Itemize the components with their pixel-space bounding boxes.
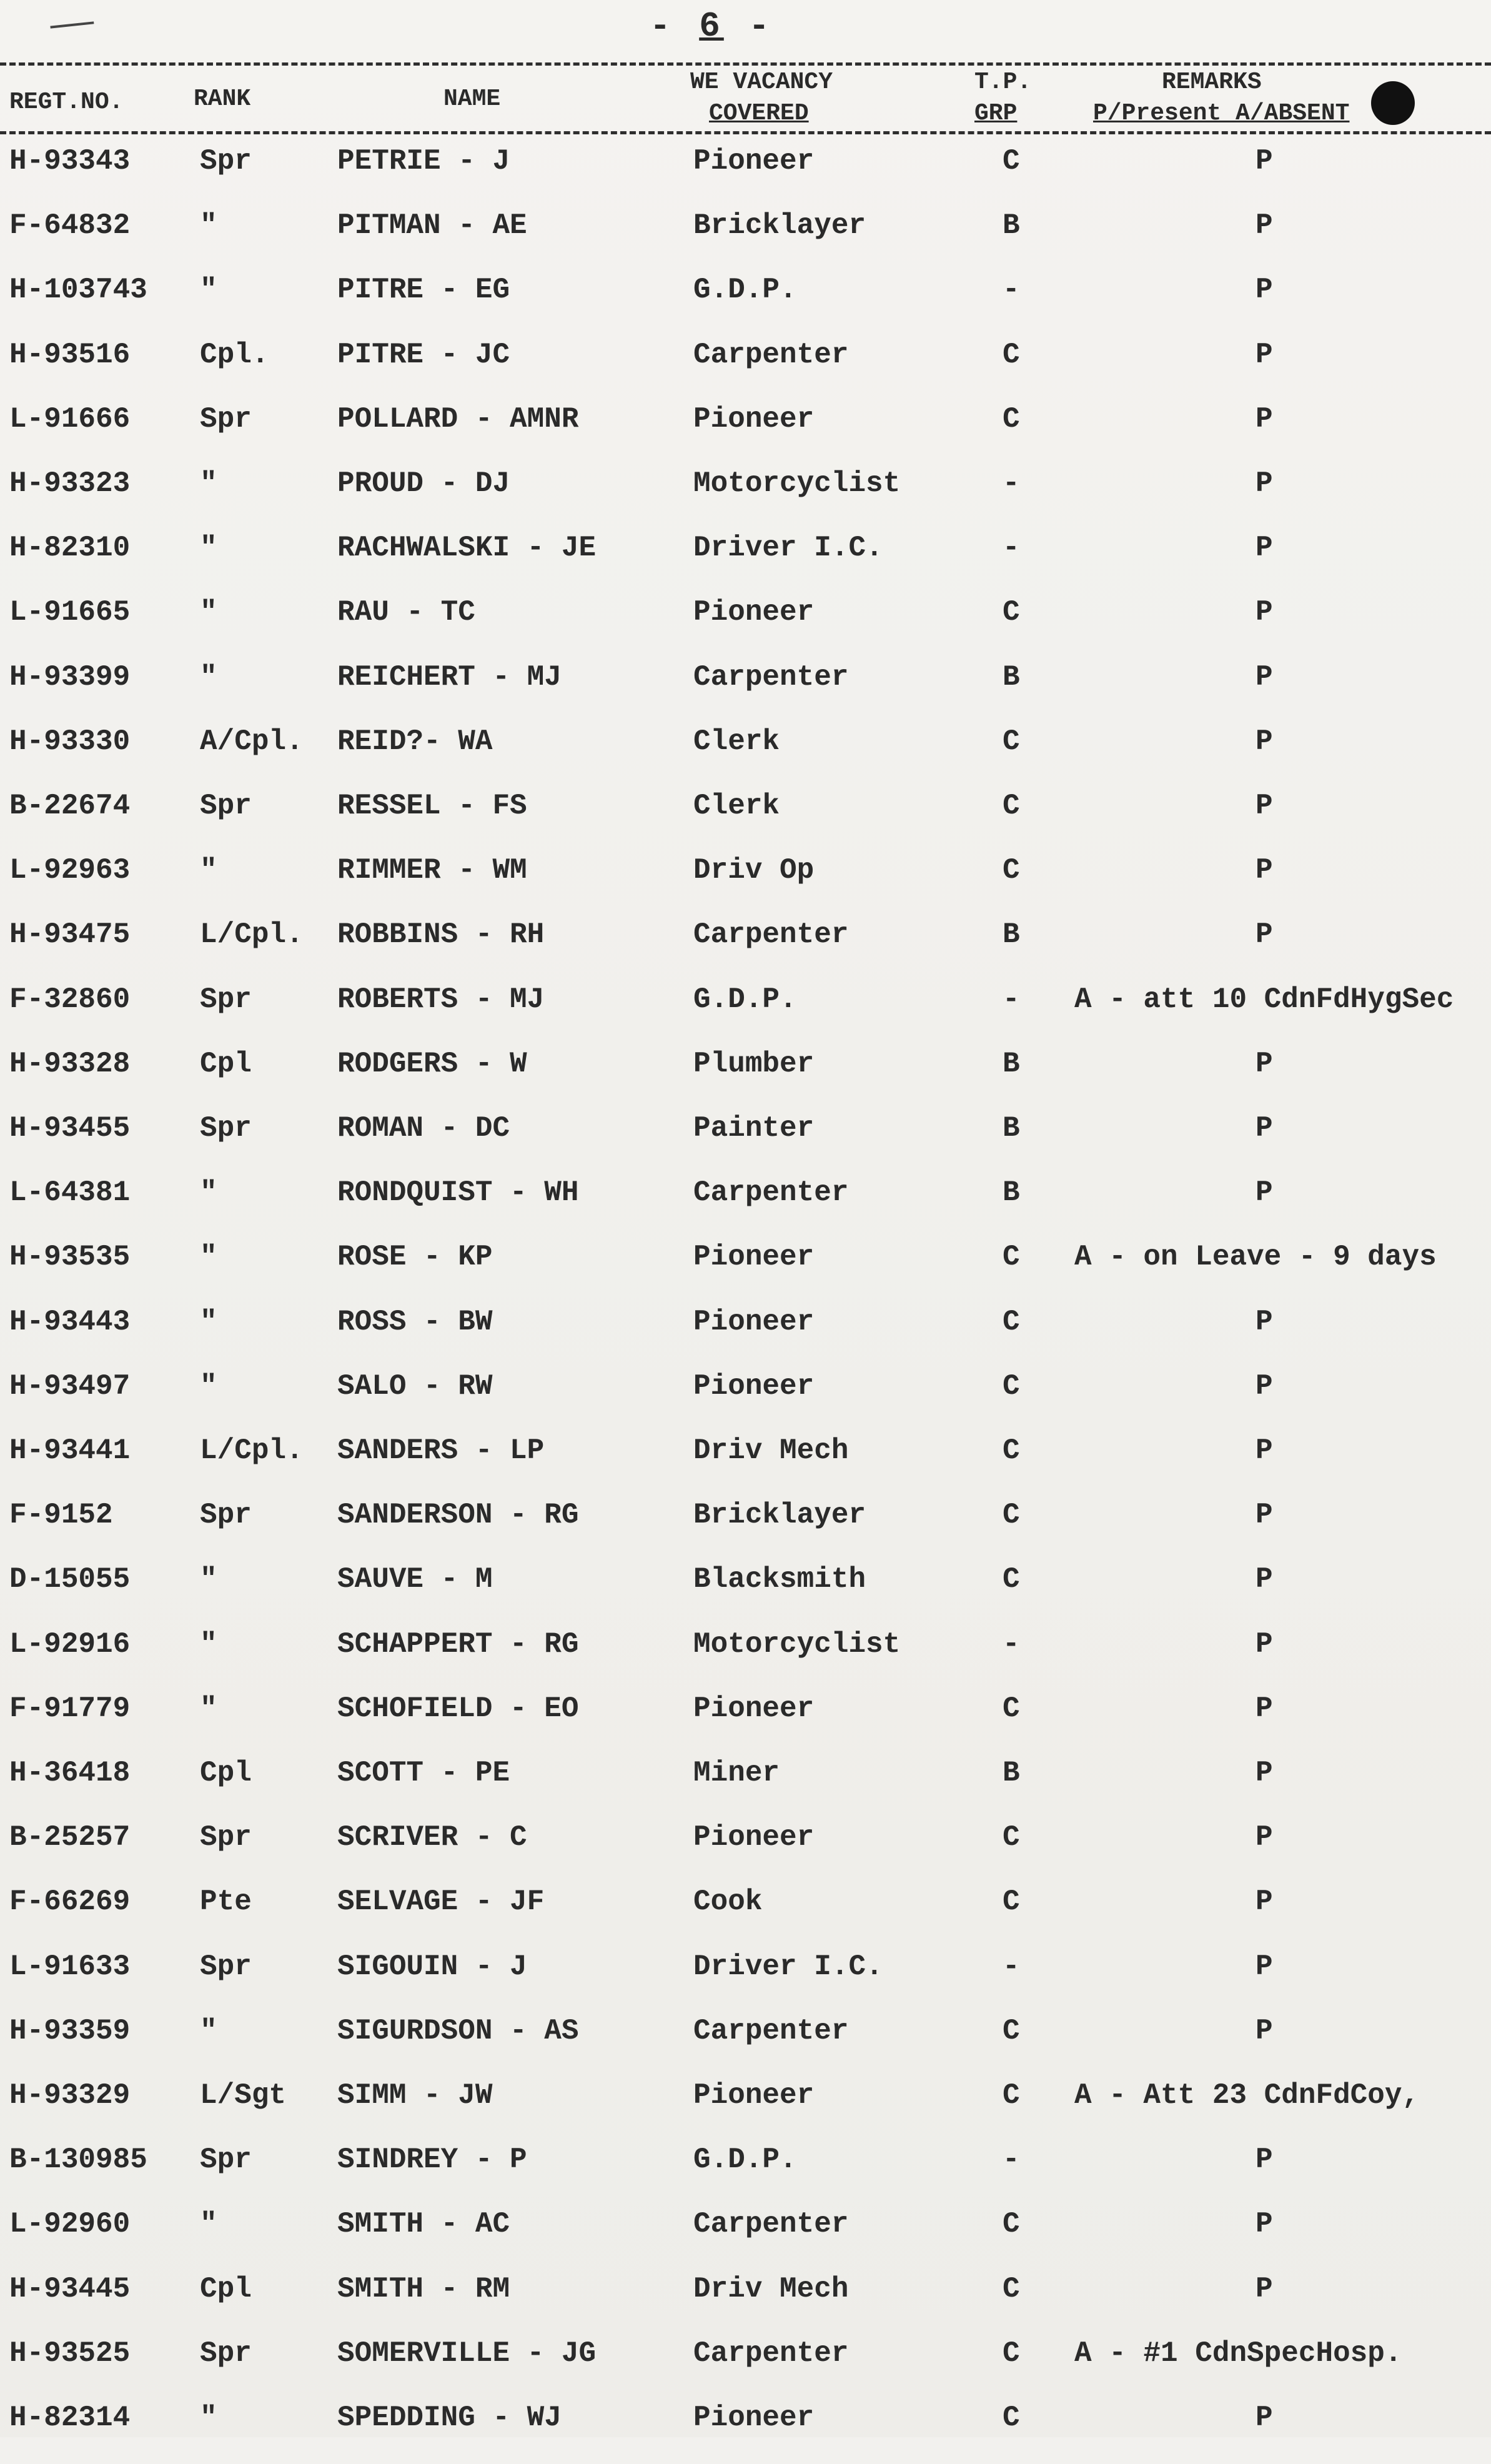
name-cell: SCOTT - PE [337, 1757, 510, 1789]
regt-no-cell: H-103743 [9, 274, 147, 307]
tp-group-cell: - [1003, 2144, 1020, 2177]
rank-cell: Cpl [200, 2272, 252, 2305]
vacancy-cell: Carpenter [693, 2014, 849, 2047]
remarks-cell: P [1256, 918, 1273, 951]
tp-group-cell: C [1003, 402, 1020, 435]
rank-cell: Spr [200, 2337, 252, 2370]
table-row [0, 2205, 1491, 2270]
vacancy-cell: G.D.P. [693, 274, 797, 307]
regt-no-cell: B-25257 [9, 1821, 131, 1854]
table-row [0, 142, 1491, 207]
rank-cell: Spr [200, 790, 252, 822]
name-cell: SIGURDSON - AS [337, 2014, 579, 2047]
tp-group-cell: C [1003, 145, 1020, 177]
table-row [0, 1754, 1491, 1819]
regt-no-cell: H-36418 [9, 1757, 131, 1789]
rank-cell: " [200, 1627, 217, 1661]
name-cell: ROBERTS - MJ [337, 983, 545, 1016]
regt-no-cell: H-93497 [9, 1369, 131, 1403]
table-row [0, 916, 1491, 981]
vacancy-cell: Pioneer [693, 145, 815, 177]
remarks-cell: P [1256, 1757, 1273, 1789]
regt-no-cell: F-32860 [9, 983, 131, 1016]
vacancy-cell: Pioneer [693, 1821, 815, 1854]
tp-group-cell: B [1003, 1176, 1020, 1210]
remarks-cell: A - att 10 CdnFdHygSec [1074, 983, 1454, 1016]
name-cell: SPEDDING - WJ [337, 2402, 562, 2434]
rank-cell: " [200, 660, 217, 693]
tp-group-cell: - [1003, 532, 1020, 565]
tp-group-cell: C [1003, 1563, 1020, 1596]
name-cell: SOMERVILLE - JG [337, 2337, 597, 2370]
table-row [0, 594, 1491, 658]
regt-no-cell: H-93525 [9, 2337, 131, 2370]
table-row [0, 2141, 1491, 2206]
tp-group-cell: C [1003, 2272, 1020, 2305]
vacancy-cell: Carpenter [693, 338, 849, 371]
remarks-cell: P [1256, 1176, 1273, 1210]
rank-cell: L/Sgt [200, 2079, 287, 2112]
remarks-cell: A - on Leave - 9 days [1074, 1241, 1437, 1274]
rank-cell: Spr [200, 1112, 252, 1145]
vacancy-cell: Pioneer [693, 1305, 815, 1338]
remarks-cell: P [1256, 1434, 1273, 1467]
rank-cell: " [200, 274, 217, 307]
table-row [0, 1110, 1491, 1175]
remarks-cell: P [1256, 1369, 1273, 1403]
vacancy-cell: Driv Mech [693, 2272, 849, 2305]
tp-group-cell: C [1003, 2208, 1020, 2241]
tp-group-cell: C [1003, 1499, 1020, 1532]
header-vacancy-line1: WE VACANCY [690, 69, 833, 96]
name-cell: REID?- WA [337, 725, 493, 758]
regt-no-cell: H-93329 [9, 2079, 131, 2112]
regt-no-cell: H-93516 [9, 338, 131, 371]
remarks-cell: P [1256, 145, 1273, 177]
rank-cell: " [200, 1241, 217, 1274]
vacancy-cell: Carpenter [693, 660, 849, 693]
rank-cell: " [200, 596, 217, 629]
regt-no-cell: L-91665 [9, 596, 131, 629]
rank-cell: " [200, 2208, 217, 2241]
header-remarks-line1: REMARKS [1162, 69, 1262, 96]
remarks-cell: P [1256, 1047, 1273, 1080]
header-vacancy-line2: COVERED [709, 100, 809, 127]
header-name: NAME [443, 86, 501, 112]
regt-no-cell: H-93445 [9, 2272, 131, 2305]
vacancy-cell: Driv Mech [693, 1434, 849, 1467]
remarks-cell: P [1256, 209, 1273, 242]
table-row [0, 1238, 1491, 1303]
tp-group-cell: C [1003, 1821, 1020, 1854]
regt-no-cell: D-15055 [9, 1563, 131, 1596]
remarks-cell: P [1256, 2014, 1273, 2047]
table-row [0, 787, 1491, 852]
name-cell: SCHAPPERT - RG [337, 1627, 579, 1661]
table-row [0, 2012, 1491, 2077]
rank-cell: " [200, 2014, 217, 2047]
page-number-value: 6 [699, 6, 724, 46]
rank-cell: " [200, 467, 217, 500]
name-cell: SINDREY - P [337, 2144, 527, 2177]
regt-no-cell: H-93475 [9, 918, 131, 951]
vacancy-cell: Miner [693, 1757, 780, 1789]
tp-group-cell: C [1003, 1241, 1020, 1274]
regt-no-cell: B-130985 [9, 2144, 147, 2177]
header-top-rule [0, 62, 1491, 66]
remarks-cell: P [1256, 2402, 1273, 2434]
rank-cell: " [200, 209, 217, 242]
tp-group-cell: C [1003, 1305, 1020, 1338]
regt-no-cell: L-92963 [9, 854, 131, 887]
remarks-cell: P [1256, 1885, 1273, 1919]
tp-group-cell: C [1003, 2079, 1020, 2112]
remarks-cell: P [1256, 274, 1273, 307]
tp-group-cell: - [1003, 1950, 1020, 1983]
name-cell: PITRE - EG [337, 274, 510, 307]
header-tp-line2: GRP [974, 100, 1018, 127]
name-cell: RODGERS - W [337, 1047, 527, 1080]
name-cell: ROMAN - DC [337, 1112, 510, 1145]
regt-no-cell: L-91666 [9, 402, 131, 435]
remarks-cell: P [1256, 1305, 1273, 1338]
tp-group-cell: - [1003, 274, 1020, 307]
tp-group-cell: C [1003, 1369, 1020, 1403]
tp-group-cell: - [1003, 983, 1020, 1016]
regt-no-cell: H-93323 [9, 467, 131, 500]
rank-cell: Spr [200, 1821, 252, 1854]
name-cell: PITRE - JC [337, 338, 510, 371]
table-row [0, 658, 1491, 723]
rank-cell: Cpl [200, 1047, 252, 1080]
remarks-cell: P [1256, 1627, 1273, 1661]
name-cell: RESSEL - FS [337, 790, 527, 822]
table-row [0, 2077, 1491, 2142]
vacancy-cell: Driv Op [693, 854, 815, 887]
table-row [0, 271, 1491, 336]
vacancy-cell: Blacksmith [693, 1563, 866, 1596]
vacancy-cell: Painter [693, 1112, 815, 1145]
table-row [0, 1819, 1491, 1884]
rank-cell: Spr [200, 145, 252, 177]
remarks-cell: P [1256, 1563, 1273, 1596]
vacancy-cell: Carpenter [693, 918, 849, 951]
table-row [0, 1045, 1491, 1110]
vacancy-cell: Clerk [693, 725, 780, 758]
table-row [0, 1368, 1491, 1433]
remarks-cell: A - Att 23 CdnFdCoy, [1074, 2079, 1420, 2112]
table-row [0, 2399, 1491, 2464]
regt-no-cell: H-93399 [9, 660, 131, 693]
regt-no-cell: H-82314 [9, 2402, 131, 2434]
remarks-cell: P [1256, 402, 1273, 435]
remarks-cell: P [1256, 2208, 1273, 2241]
remarks-cell: P [1256, 1499, 1273, 1532]
tp-group-cell: C [1003, 1692, 1020, 1725]
regt-no-cell: F-91779 [9, 1692, 131, 1725]
remarks-cell: P [1256, 2144, 1273, 2177]
regt-no-cell: H-93535 [9, 1241, 131, 1274]
name-cell: SMITH - AC [337, 2208, 510, 2241]
vacancy-cell: Motorcyclist [693, 1627, 901, 1661]
regt-no-cell: H-93328 [9, 1047, 131, 1080]
regt-no-cell: F-64832 [9, 209, 131, 242]
vacancy-cell: Bricklayer [693, 209, 866, 242]
name-cell: ROSS - BW [337, 1305, 493, 1338]
table-row [0, 1626, 1491, 1691]
header-bottom-rule [0, 131, 1491, 134]
name-cell: SANDERS - LP [337, 1434, 545, 1467]
tp-group-cell: C [1003, 1434, 1020, 1467]
header-remarks-line2: P/Present A/ABSENT [1093, 100, 1350, 127]
table-row [0, 1561, 1491, 1626]
regt-no-cell: L-92916 [9, 1627, 131, 1661]
name-cell: REICHERT - MJ [337, 660, 562, 693]
regt-no-cell: H-82310 [9, 532, 131, 565]
tp-group-cell: B [1003, 209, 1020, 242]
table-row [0, 1496, 1491, 1561]
page-number: - 6 - [650, 6, 774, 46]
name-cell: SANDERSON - RG [337, 1499, 579, 1532]
vacancy-cell: Motorcyclist [693, 467, 901, 500]
rank-cell: " [200, 1176, 217, 1210]
name-cell: RONDQUIST - WH [337, 1176, 579, 1210]
remarks-cell: A - #1 CdnSpecHosp. [1074, 2337, 1402, 2370]
name-cell: SELVAGE - JF [337, 1885, 545, 1919]
vacancy-cell: Carpenter [693, 2208, 849, 2241]
table-row [0, 1883, 1491, 1948]
remarks-cell: P [1256, 1112, 1273, 1145]
rank-cell: L/Cpl. [200, 1434, 304, 1467]
regt-no-cell: H-93455 [9, 1112, 131, 1145]
remarks-cell: P [1256, 596, 1273, 629]
header-tp-line1: T.P. [974, 69, 1032, 96]
tp-group-cell: C [1003, 854, 1020, 887]
vacancy-cell: Carpenter [693, 1176, 849, 1210]
table-row [0, 2335, 1491, 2400]
rank-cell: Pte [200, 1885, 252, 1919]
header-rank: RANK [194, 86, 251, 112]
vacancy-cell: Driver I.C. [693, 1950, 883, 1983]
table-row [0, 852, 1491, 917]
table-row [0, 529, 1491, 594]
remarks-cell: P [1256, 1821, 1273, 1854]
remarks-cell: P [1256, 2272, 1273, 2305]
corner-pen-mark [50, 16, 94, 28]
rank-cell: Spr [200, 983, 252, 1016]
regt-no-cell: L-92960 [9, 2208, 131, 2241]
vacancy-cell: G.D.P. [693, 2144, 797, 2177]
table-row [0, 1948, 1491, 2013]
rank-cell: L/Cpl. [200, 918, 304, 951]
rank-cell: " [200, 532, 217, 565]
vacancy-cell: G.D.P. [693, 983, 797, 1016]
vacancy-cell: Bricklayer [693, 1499, 866, 1532]
name-cell: ROSE - KP [337, 1241, 493, 1274]
tp-group-cell: - [1003, 467, 1020, 500]
tp-group-cell: C [1003, 2337, 1020, 2370]
remarks-cell: P [1256, 660, 1273, 693]
tp-group-cell: B [1003, 1112, 1020, 1145]
regt-no-cell: L-64381 [9, 1176, 131, 1210]
rank-cell: " [200, 1305, 217, 1338]
table-row [0, 2270, 1491, 2335]
rank-cell: " [200, 1563, 217, 1596]
name-cell: SCRIVER - C [337, 1821, 527, 1854]
vacancy-cell: Driver I.C. [693, 532, 883, 565]
tp-group-cell: C [1003, 1885, 1020, 1919]
rank-cell: Spr [200, 1950, 252, 1983]
table-row [0, 1303, 1491, 1368]
name-cell: SIMM - JW [337, 2079, 493, 2112]
tp-group-cell: C [1003, 2402, 1020, 2434]
name-cell: SAUVE - M [337, 1563, 493, 1596]
table-row [0, 207, 1491, 272]
regt-no-cell: L-91633 [9, 1950, 131, 1983]
remarks-cell: P [1256, 1692, 1273, 1725]
vacancy-cell: Pioneer [693, 2402, 815, 2434]
regt-no-cell: F-9152 [9, 1499, 113, 1532]
rank-cell: Spr [200, 2144, 252, 2177]
remarks-cell: P [1256, 532, 1273, 565]
table-row [0, 465, 1491, 530]
tp-group-cell: C [1003, 596, 1020, 629]
name-cell: RIMMER - WM [337, 854, 527, 887]
tp-group-cell: C [1003, 725, 1020, 758]
regt-no-cell: F-66269 [9, 1885, 131, 1919]
vacancy-cell: Pioneer [693, 402, 815, 435]
rank-cell: " [200, 2402, 217, 2434]
vacancy-cell: Cook [693, 1885, 763, 1919]
tp-group-cell: B [1003, 918, 1020, 951]
tp-group-cell: - [1003, 1627, 1020, 1661]
remarks-cell: P [1256, 790, 1273, 822]
vacancy-cell: Plumber [693, 1047, 815, 1080]
tp-group-cell: C [1003, 790, 1020, 822]
table-row [0, 723, 1491, 788]
table-row [0, 336, 1491, 401]
remarks-cell: P [1256, 854, 1273, 887]
tp-group-cell: C [1003, 338, 1020, 371]
name-cell: ROBBINS - RH [337, 918, 545, 951]
ink-blot [1371, 81, 1415, 125]
remarks-cell: P [1256, 467, 1273, 500]
table-row [0, 400, 1491, 465]
rank-cell: Cpl. [200, 338, 269, 371]
regt-no-cell: H-93359 [9, 2014, 131, 2047]
vacancy-cell: Pioneer [693, 2079, 815, 2112]
name-cell: RAU - TC [337, 596, 475, 629]
rank-cell: Spr [200, 1499, 252, 1532]
regt-no-cell: H-93330 [9, 725, 131, 758]
regt-no-cell: H-93443 [9, 1305, 131, 1338]
regt-no-cell: H-93441 [9, 1434, 131, 1467]
name-cell: SMITH - RM [337, 2272, 510, 2305]
name-cell: POLLARD - AMNR [337, 402, 579, 435]
rank-cell: " [200, 1692, 217, 1725]
tp-group-cell: B [1003, 1047, 1020, 1080]
rank-cell: Cpl [200, 1757, 252, 1789]
remarks-cell: P [1256, 725, 1273, 758]
name-cell: PETRIE - J [337, 145, 510, 177]
vacancy-cell: Pioneer [693, 1241, 815, 1274]
table-row [0, 1690, 1491, 1755]
rank-cell: " [200, 854, 217, 887]
header-regt-no: REGT.NO. [9, 89, 124, 116]
name-cell: RACHWALSKI - JE [337, 532, 597, 565]
regt-no-cell: H-93343 [9, 145, 131, 177]
table-row [0, 1174, 1491, 1239]
tp-group-cell: B [1003, 1757, 1020, 1789]
vacancy-cell: Pioneer [693, 596, 815, 629]
remarks-cell: P [1256, 338, 1273, 371]
name-cell: SIGOUIN - J [337, 1950, 527, 1983]
vacancy-cell: Pioneer [693, 1369, 815, 1403]
regt-no-cell: B-22674 [9, 790, 131, 822]
remarks-cell: P [1256, 1950, 1273, 1983]
name-cell: PROUD - DJ [337, 467, 510, 500]
vacancy-cell: Pioneer [693, 1692, 815, 1725]
vacancy-cell: Carpenter [693, 2337, 849, 2370]
tp-group-cell: B [1003, 660, 1020, 693]
name-cell: PITMAN - AE [337, 209, 527, 242]
table-row [0, 1432, 1491, 1497]
name-cell: SALO - RW [337, 1369, 493, 1403]
table-row [0, 981, 1491, 1046]
rank-cell: " [200, 1369, 217, 1403]
vacancy-cell: Clerk [693, 790, 780, 822]
name-cell: SCHOFIELD - EO [337, 1692, 579, 1725]
rank-cell: Spr [200, 402, 252, 435]
tp-group-cell: C [1003, 2014, 1020, 2047]
rank-cell: A/Cpl. [200, 725, 304, 758]
